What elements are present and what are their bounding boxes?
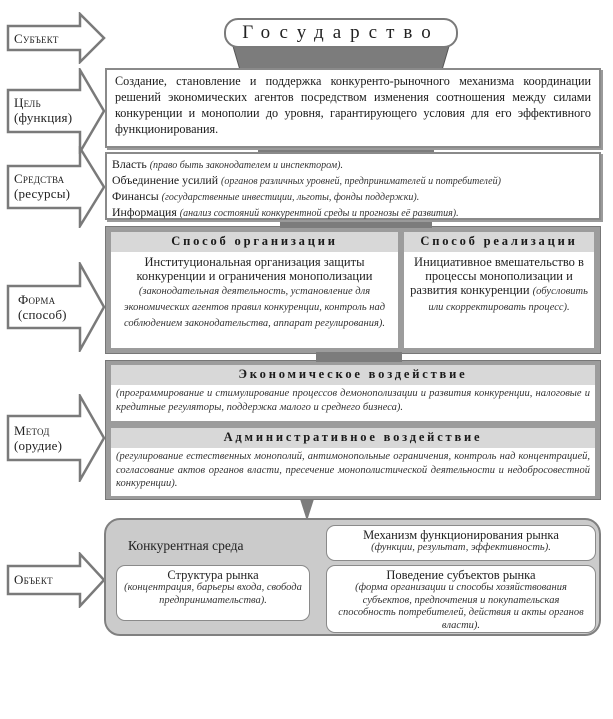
implementation-note: (обусловить или скорректировать процесс). [428,286,588,313]
administrative-note: (регулирование естественных монополий, антимонопольные ограничения, контроль над концентрацией, согласование актов органов власти, пресечение монополистической деятельности и недобросовестной конкуренции). [111,448,595,496]
arrow-form [6,262,106,352]
market-mechanism-box [326,525,596,561]
label-means-line2: (ресурсы) [14,186,71,201]
resource-note: (органов различных уровней, предпринимателей и потребителей) [221,176,501,187]
implementation-main: Инициативное вмешательство в процессы монополизации и развития конкуренции [410,255,584,297]
arrow-method [6,394,106,482]
resource-item [112,205,594,221]
label-method-line2: (орудие) [14,438,63,453]
goal-box: Создание, становление и поддержка конкуренто-рыночного механизма координации решений экономических агентов посредством изменения соотношения между силами конкуренции и монополии до уровня, гарантирующего условия для его эффективного функционирования. [105,68,601,148]
label-means-line1: Средства [14,171,65,186]
economic-header: Экономическое воздействие [111,365,595,385]
label-form-line2: (способ) [18,307,67,322]
label-object: Объект [14,572,53,587]
resources-box [105,152,601,220]
resource-note: (государственные инвестиции, льготы, фонды поддержки). [161,192,420,203]
resource-note: (право быть законодателем и инспектором). [149,160,343,171]
arrow-object [6,552,106,608]
label-form-line1: Форма [18,292,56,307]
label-goal-line2: (функция) [14,110,73,125]
resource-note: (анализ состояний конкурентной среды и прогнозы её развития). [179,208,459,219]
arrow-subject [6,12,106,64]
resource-name: Финансы [112,189,159,203]
competitive-environment-title: Конкурентная среда [128,538,244,553]
organization-main: Институциональная организация защиты конкуренции и ограничения монополизации [136,255,373,283]
market-structure-title: Структура рынка [167,568,259,582]
economic-note: (программирование и стимулирование процессов демонополизации и развития конкуренции, налоговые и кредитные регуляторы, поддержка малого и среднего бизнеса). [111,385,595,421]
organization-note: (законодательная деятельность, установление для экономических агентов правил конкуренции, контроль над соблюдением законодательства, аппарат регулирования). [123,286,386,329]
label-goal [14,95,72,125]
resource-item [112,189,594,205]
connector-form-method [316,352,402,362]
implementation-body [404,252,594,348]
market-behavior-title: Поведение субъектов рынка [386,568,536,582]
administrative-header: Административное воздействие [111,428,595,448]
label-method [14,423,62,453]
market-behavior-box [326,565,596,633]
resource-name: Объединение усилий [112,173,219,187]
label-subject: Субъект [14,31,59,46]
method-frame [105,360,601,500]
form-frame [105,226,601,354]
resource-name: Власть [112,157,147,171]
resource-item [112,173,594,189]
label-method-line1: Метод [14,423,50,438]
label-means [14,171,70,201]
arrow-goal [6,68,106,154]
market-structure-box [116,565,310,621]
organization-header: Способ организации [111,232,398,252]
resource-item [112,157,594,173]
label-goal-line1: Цель [14,95,41,110]
market-structure-note: (концентрация, барьеры входа, свобода предпринимательства). [124,582,302,606]
label-form [18,292,67,322]
market-mechanism-note: (функции, результат, эффективность). [371,542,551,553]
market-mechanism-title: Механизм функционирования рынка [363,528,559,542]
organization-body [111,252,398,348]
implementation-header: Способ реализации [404,232,594,252]
arrow-means [6,146,106,228]
resource-name: Информация [112,205,177,219]
state-title: Государство [224,18,458,48]
market-behavior-note: (форма организации и способы хозяйствования субъектов, предпочтения и покупательская способность потребителей, действия и акты органов власти). [338,582,584,631]
